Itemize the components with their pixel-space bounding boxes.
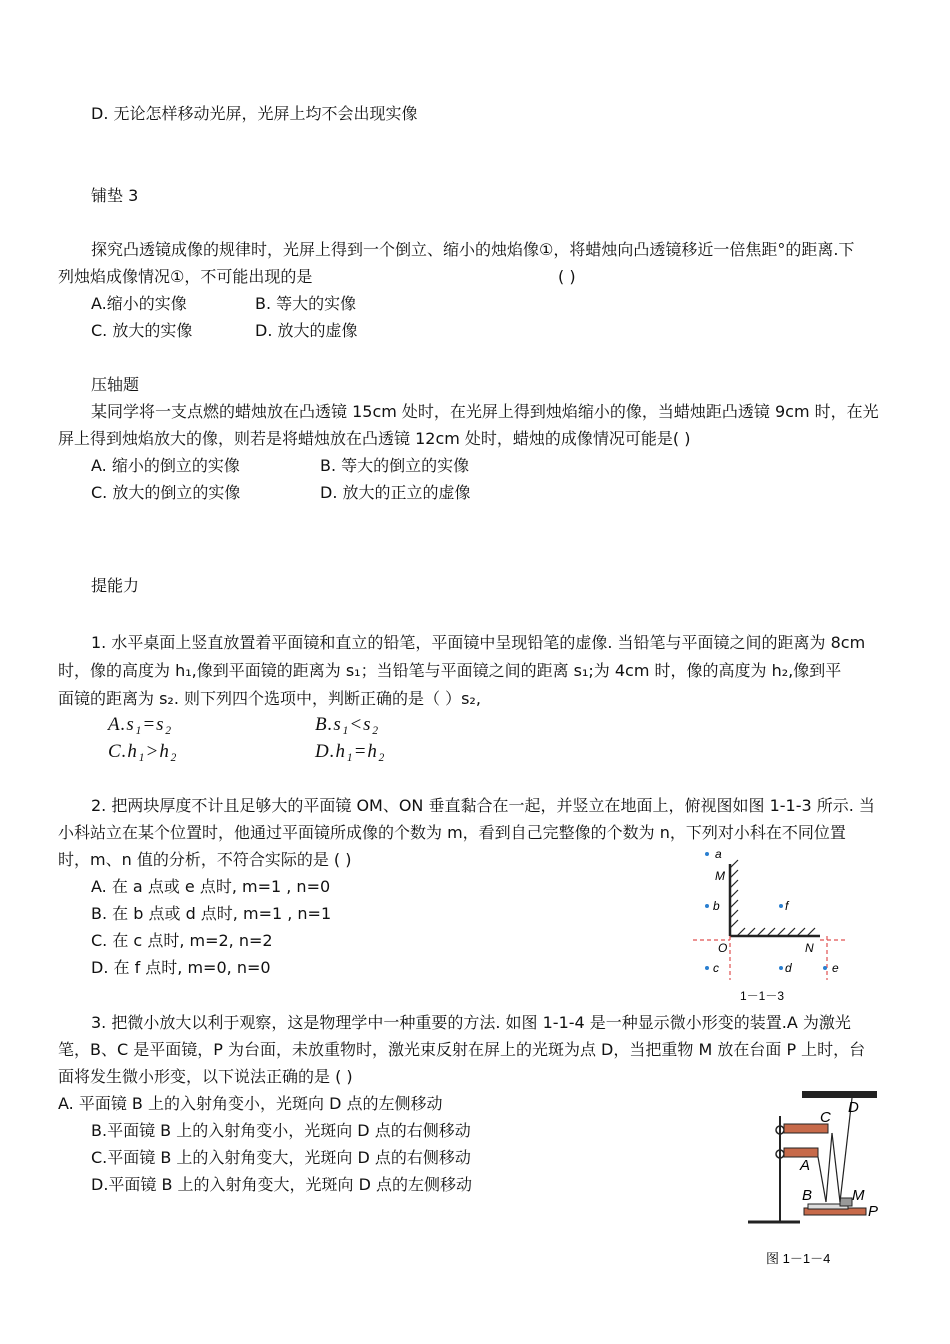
label-a: a bbox=[715, 847, 722, 861]
label-f: f bbox=[785, 899, 789, 913]
screen bbox=[802, 1091, 877, 1098]
tinengli-heading: 提能力 bbox=[91, 576, 140, 595]
label-a: A bbox=[800, 1157, 811, 1174]
label-m: M bbox=[715, 869, 725, 883]
label-d: d bbox=[785, 961, 792, 975]
q3-option-c: C.平面镜 B 上的入射角变大，光斑向 D 点的右侧移动 bbox=[91, 1148, 471, 1167]
q1-line1: 1. 水平桌面上竖直放置着平面镜和直立的铅笔，平面镜中呈现铅笔的虚像. 当铅笔与平面镜之间的距离为 8cm bbox=[91, 633, 866, 652]
point-a-dot bbox=[705, 852, 709, 856]
label-m: M bbox=[852, 1187, 865, 1204]
figure-1-1-3 bbox=[685, 840, 855, 1010]
yazhou-option-c: C. 放大的倒立的实像 bbox=[91, 483, 241, 502]
q3-line2: 笔，B、C 是平面镜，P 为台面，未放重物时，激光束反射在屏上的光斑为点 D，当把重物 M 放在台面 P 上时，台 bbox=[58, 1040, 866, 1059]
laser-pen-a bbox=[784, 1148, 818, 1157]
label-o: O bbox=[718, 941, 728, 955]
label-e: e bbox=[832, 961, 839, 975]
q2-option-c: C. 在 c 点时, m=2, n=2 bbox=[91, 931, 273, 950]
mirror-on bbox=[730, 928, 820, 936]
yazhou-option-a: A. 缩小的倒立的实像 bbox=[91, 456, 240, 475]
q1-option-c: C.h₁>h₂ bbox=[108, 741, 178, 762]
label-b: B bbox=[802, 1187, 813, 1204]
q1-line3: 面镜的距离为 s₂. 则下列四个选项中，判断正确的是（ ）s₂, bbox=[58, 689, 481, 708]
q2-option-b: B. 在 b 点或 d 点时, m=1 , n=1 bbox=[91, 904, 332, 923]
label-b: b bbox=[713, 899, 720, 913]
figure-1-1-4-caption: 图 1－1－4 bbox=[766, 1251, 831, 1266]
label-d: D bbox=[848, 1099, 859, 1116]
pudian3-stem-line1: 探究凸透镜成像的规律时，光屏上得到一个倒立、缩小的烛焰像①，将蜡烛向凸透镜移近一倍焦距°的距离.下 bbox=[91, 240, 855, 259]
q1-option-b: B.s₁<s₂ bbox=[315, 714, 380, 735]
laser-beam-reflected-2 bbox=[832, 1133, 840, 1202]
pudian3-option-d: D. 放大的虚像 bbox=[255, 321, 358, 340]
q3-option-a: A. 平面镜 B 上的入射角变小，光斑向 D 点的左侧移动 bbox=[58, 1094, 443, 1113]
figure-1-1-3-caption: 1－1－3 bbox=[740, 989, 785, 1003]
q2-line3: 时，m、n 值的分析，不符合实际的是 ( ) bbox=[58, 850, 352, 869]
laser-beam-reflected-1 bbox=[826, 1133, 832, 1202]
q2-line1: 2. 把两块厚度不计且足够大的平面镜 OM、ON 垂直黏合在一起，并竖立在地面上，俯视图如图 1-1-3 所示. 当 bbox=[91, 796, 875, 815]
mirror-om bbox=[730, 860, 738, 936]
q3-option-d: D.平面镜 B 上的入射角变大，光斑向 D 点的左侧移动 bbox=[91, 1175, 473, 1194]
q3-line1: 3. 把微小放大以利于观察，这是物理学中一种重要的方法. 如图 1-1-4 是一种显示微小形变的装置.A 为激光 bbox=[91, 1013, 851, 1032]
point-c-dot bbox=[705, 966, 709, 970]
point-d-dot bbox=[779, 966, 783, 970]
q1-line2: 时，像的高度为 h₁,像到平面镜的距离为 s₁；当铅笔与平面镜之间的距离 s₁;为 4cm 时，像的高度为 h₂,像到平 bbox=[58, 661, 842, 680]
q3-option-b: B.平面镜 B 上的入射角变小，光斑向 D 点的右侧移动 bbox=[91, 1121, 471, 1140]
label-n: N bbox=[805, 941, 814, 955]
q1-option-d: D.h₁=h₂ bbox=[315, 741, 386, 762]
point-e-dot bbox=[823, 966, 827, 970]
yazhou-stem-line2: 屏上得到烛焰放大的像，则若是将蜡烛放在凸透镜 12cm 处时，蜡烛的成像情况可能是( ) bbox=[58, 429, 691, 448]
label-c: c bbox=[713, 961, 719, 975]
label-c: C bbox=[820, 1109, 831, 1126]
yazhou-stem-line1: 某同学将一支点燃的蜡烛放在凸透镜 15cm 处时，在光屏上得到烛焰缩小的像，当蜡烛距凸透镜 9cm 时，在光 bbox=[91, 402, 879, 421]
q2-line2: 小科站立在某个位置时，他通过平面镜所成像的个数为 m，看到自己完整像的个数为 n，下列对小科在不同位置 bbox=[58, 823, 846, 842]
q2-option-d: D. 在 f 点时, m=0, n=0 bbox=[91, 958, 271, 977]
q3-line3: 面将发生微小形变，以下说法正确的是 ( ) bbox=[58, 1067, 353, 1086]
weight-m bbox=[840, 1198, 852, 1206]
laser-beam-incident bbox=[818, 1157, 826, 1202]
point-b-dot bbox=[705, 904, 709, 908]
figure-1-1-4 bbox=[740, 1088, 890, 1278]
pudian3-blank: ( ) bbox=[558, 267, 576, 286]
q2-option-a: A. 在 a 点或 e 点时, m=1 , n=0 bbox=[91, 877, 331, 896]
pudian3-stem-line2: 列烛焰成像情况①，不可能出现的是 bbox=[58, 267, 313, 286]
pudian3-option-a: A.缩小的实像 bbox=[91, 294, 187, 313]
yazhou-option-b: B. 等大的倒立的实像 bbox=[320, 456, 470, 475]
yazhou-option-d: D. 放大的正立的虚像 bbox=[320, 483, 471, 502]
yazhou-heading: 压轴题 bbox=[91, 375, 140, 394]
point-f-dot bbox=[779, 904, 783, 908]
pudian3-option-c: C. 放大的实像 bbox=[91, 321, 193, 340]
q1-option-a: A.s₁=s₂ bbox=[108, 714, 173, 735]
intro-option-d: D. 无论怎样移动光屏，光屏上均不会出现实像 bbox=[91, 104, 418, 123]
pudian3-option-b: B. 等大的实像 bbox=[255, 294, 357, 313]
label-p: P bbox=[868, 1203, 879, 1220]
pudian3-heading: 铺垫 3 bbox=[91, 186, 139, 205]
